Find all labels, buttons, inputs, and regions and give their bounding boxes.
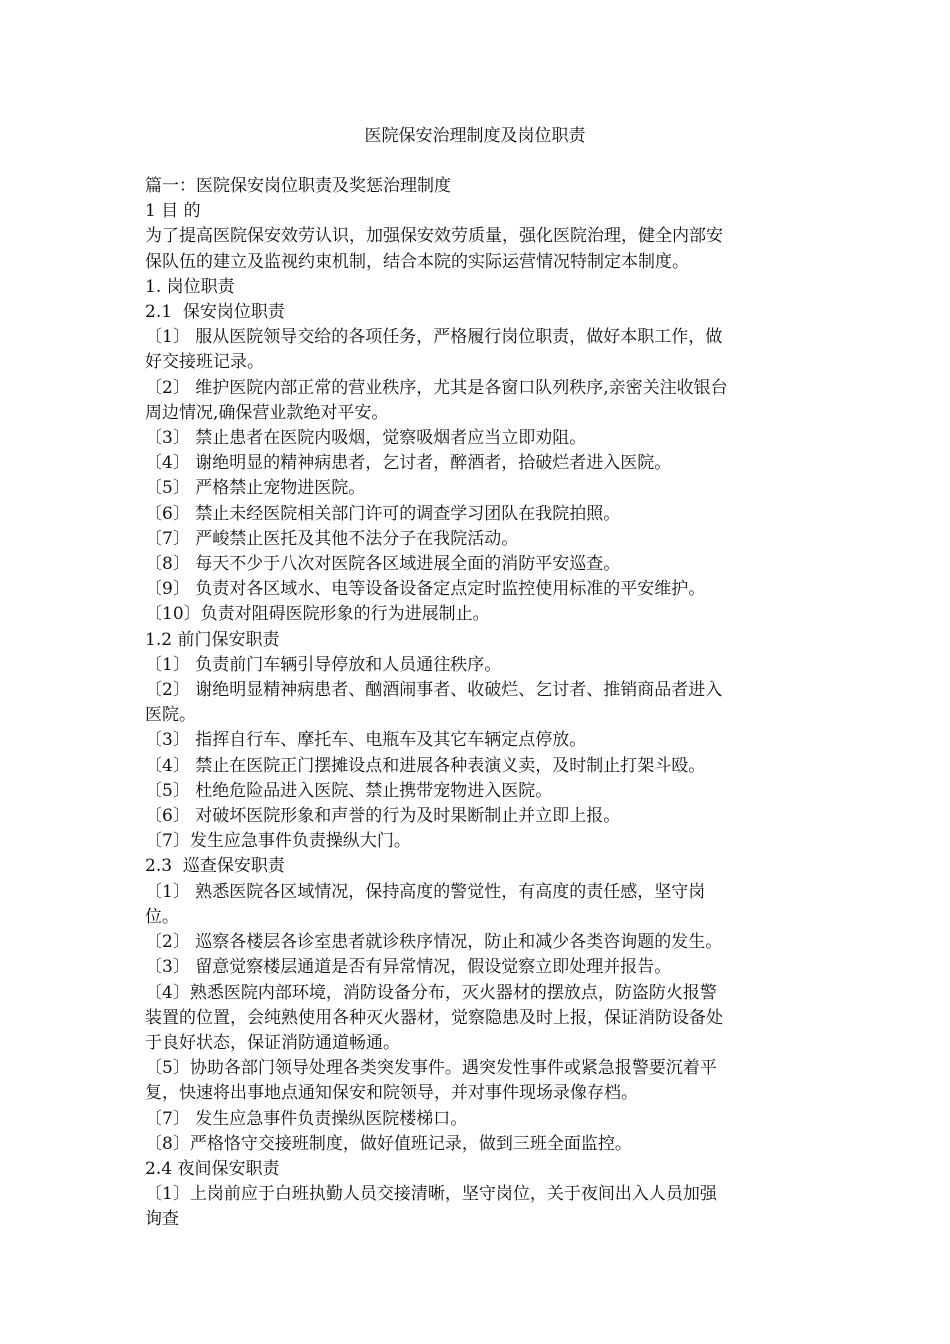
- text-line: 〔10〕负责对阻碍医院形象的行为进展制止。: [145, 604, 490, 625]
- document-page: [145, 124, 805, 1233]
- text-line: 〔5〕 杜绝危险品进入医院、禁止携带宠物进入医院。: [145, 780, 553, 801]
- text-line: 〔2〕 巡察各楼层各诊室患者就诊秩序情况，防止和减少各类咨询题的发生。: [145, 932, 723, 953]
- text-line: 2.4 夜间保安职责: [145, 1158, 280, 1179]
- text-line: 2.1 保安岗位职责: [145, 302, 285, 323]
- text-line: 篇一：医院保安岗位职责及奖惩治理制度: [145, 176, 451, 196]
- text-line: 医院。: [145, 705, 196, 726]
- text-line: 〔2〕 谢绝明显精神病患者、酗酒闹事者、收破烂、乞讨者、推销商品者进入: [145, 680, 723, 701]
- text-line: 位。: [145, 906, 179, 927]
- text-line: 〔4〕 谢绝明显的精神病患者，乞讨者，醉酒者，拾破烂者进入医院。: [145, 453, 672, 474]
- text-line: 〔4〕 禁止在医院正门摆摊设点和进展各种表演义卖，及时制止打架斗殴。: [145, 755, 706, 776]
- text-line: 1. 岗位职责: [145, 276, 235, 297]
- text-line: 于良好状态，保证消防通道畅通。: [145, 1032, 400, 1053]
- text-line: 〔7〕 严峻禁止医托及其他不法分子在我院活动。: [145, 528, 519, 549]
- text-line: 〔1〕 负责前门车辆引导停放和人员通往秩序。: [145, 654, 502, 675]
- text-line: 〔5〕协助各部门领导处理各类突发事件。遇突发性事件或紧急报警要沉着平: [145, 1058, 717, 1079]
- text-line: 〔3〕 指挥自行车、摩托车、电瓶车及其它车辆定点停放。: [145, 730, 587, 751]
- text-line: 询查: [145, 1209, 179, 1230]
- text-line: 〔2〕 维护医院内部正常的营业秩序，尤其是各窗口队列秩序,亲密关注收银台: [145, 377, 728, 398]
- text-line: 〔1〕上岗前应于白班执勤人员交接清晰，坚守岗位，关于夜间出入人员加强: [145, 1184, 717, 1205]
- text-line: 保队伍的建立及监视约束机制，结合本院的实际运营情况特制定本制度。: [145, 251, 689, 272]
- text-line: 〔7〕发生应急事件负责操纵大门。: [145, 831, 411, 852]
- text-line: 〔6〕 对破坏医院形象和声誉的行为及时果断制止并立即上报。: [145, 806, 621, 827]
- text-line: 2.3 巡查保安职责: [145, 856, 285, 877]
- text-line: 〔5〕 严格禁止宠物进医院。: [145, 478, 366, 499]
- text-line: 〔3〕 留意觉察楼层通道是否有异常情况，假设觉察立即处理并报告。: [145, 957, 672, 978]
- text-line: 〔8〕严格恪守交接班制度，做好值班记录，做到三班全面监控。: [145, 1133, 632, 1154]
- text-line: 为了提高医院保安效劳认识，加强保安效劳质量，强化医院治理，健全内部安: [145, 226, 723, 247]
- text-line: 1.2 前门保安职责: [145, 629, 280, 650]
- text-line: 〔7〕 发生应急事件负责操纵医院楼梯口。: [145, 1108, 468, 1129]
- text-line: 〔8〕 每天不少于八次对医院各区域进展全面的消防平安巡查。: [145, 554, 621, 575]
- text-line: 〔9〕 负责对各区域水、电等设备设备定点定时监控使用标准的平安维护。: [145, 579, 706, 600]
- text-line: 周边情况,确保营业款绝对平安。: [145, 402, 389, 423]
- text-line: 好交接班记录。: [145, 352, 264, 373]
- text-line: 〔4〕熟悉医院内部环境，消防设备分布，灭火器材的摆放点，防盗防火报警: [145, 982, 717, 1003]
- text-line: 〔1〕 熟悉医院各区域情况，保持高度的警觉性，有高度的责任感，坚守岗: [145, 881, 706, 902]
- document-body: [145, 174, 805, 1233]
- text-line: 〔3〕 禁止患者在医院内吸烟，觉察吸烟者应当立即劝阻。: [145, 428, 587, 449]
- text-line: 装置的位置，会纯熟使用各种灭火器材，觉察隐患及时上报，保证消防设备处: [145, 1007, 723, 1028]
- text-line: 复，快速将出事地点通知保安和院领导，并对事件现场录像存档。: [145, 1083, 638, 1104]
- text-line: 〔1〕 服从医院领导交给的各项任务，严格履行岗位职责，做好本职工作，做: [145, 327, 723, 348]
- text-line: 1 目 的: [145, 201, 201, 222]
- document-title: 医院保安治理制度及岗位职责: [364, 126, 586, 146]
- text-line: 〔6〕 禁止未经医院相关部门许可的调查学习团队在我院拍照。: [145, 503, 621, 524]
